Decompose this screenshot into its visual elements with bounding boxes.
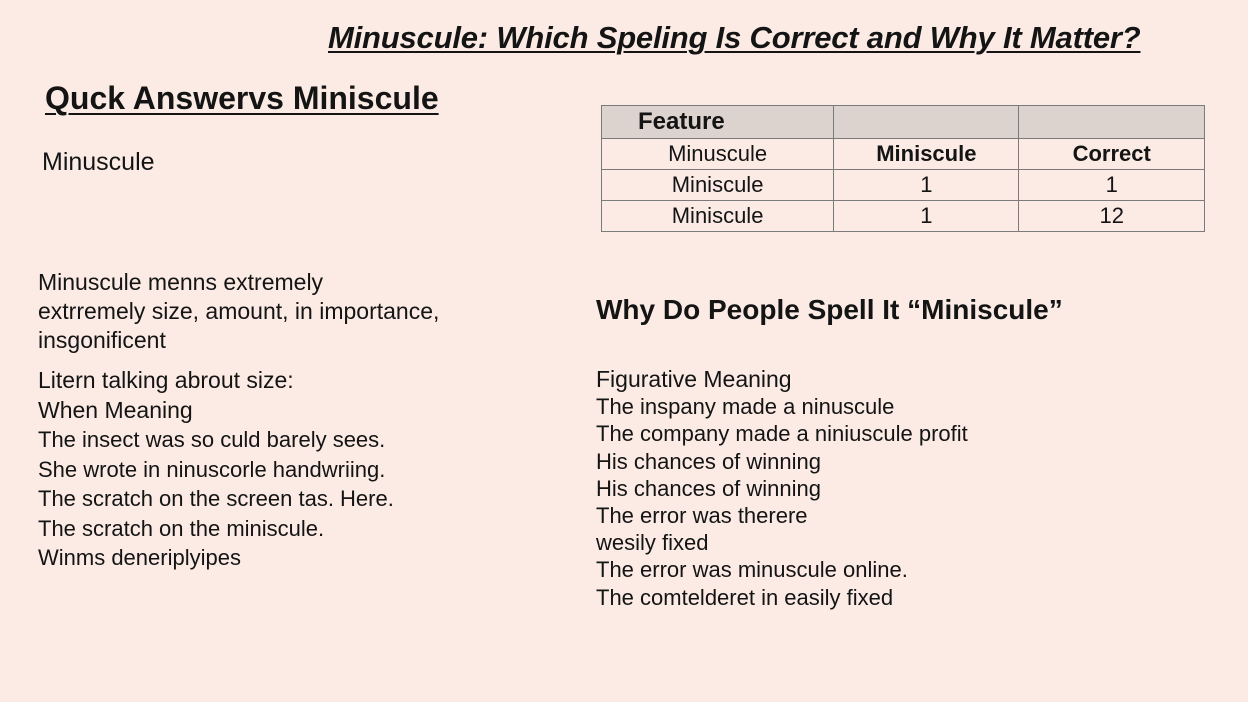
- definition-line: Minuscule menns extremely: [38, 269, 324, 295]
- table-cell: 1: [834, 201, 1019, 232]
- spelling-comparison-table: [601, 105, 1205, 232]
- definition-paragraph: [38, 268, 508, 355]
- table-cell: Miniscule: [834, 139, 1019, 170]
- table-cell: Correct: [1019, 139, 1205, 170]
- page-title: Minuscule: Which Speling Is Correct and Why It Matter?: [328, 20, 1141, 55]
- examples-line: When Meaning: [38, 396, 193, 423]
- figurative-line: His chances of winning: [596, 475, 822, 501]
- figurative-meaning-list: [596, 366, 968, 611]
- figurative-line: The comtelderet in easily fixed: [596, 584, 894, 610]
- table-cell: 1: [834, 170, 1019, 201]
- why-heading: Why Do People Spell It “Miniscule”: [596, 294, 1063, 325]
- figurative-line: The error was minuscule online.: [596, 557, 908, 583]
- examples-line: Winms deneriplyipes: [38, 545, 241, 570]
- examples-line: The scratch on the miniscule.: [38, 515, 325, 541]
- examples-line: She wrote in ninuscorle handwriing.: [38, 456, 386, 482]
- table-header-cell: [1019, 106, 1205, 139]
- table-cell: Minuscule: [602, 139, 834, 170]
- examples-list: [38, 366, 394, 573]
- figurative-line: His chances of winning: [596, 448, 822, 474]
- figurative-line: The inspany made a ninuscule: [596, 394, 895, 420]
- table-header-row: [602, 106, 1205, 139]
- figurative-line: Figurative Meaning: [596, 366, 792, 392]
- table-row: [602, 201, 1205, 232]
- table-header-cell: Feature: [602, 106, 834, 139]
- table-row: [602, 139, 1205, 170]
- table-cell: 1: [1019, 170, 1205, 201]
- examples-line: The insect was so culd barely sees.: [38, 427, 386, 452]
- examples-line: The scratch on the screen tas. Here.: [38, 486, 394, 511]
- definition-line: insgonificent: [38, 327, 166, 353]
- figurative-line: The error was therere: [596, 503, 808, 529]
- figurative-line: wesily fixed: [596, 530, 709, 556]
- table-cell: Miniscule: [602, 170, 834, 201]
- table-cell: 12: [1019, 201, 1205, 232]
- figurative-line: The company made a niniuscule profit: [596, 421, 968, 447]
- table-header-cell: [834, 106, 1019, 139]
- quick-answer-word: Minuscule: [42, 148, 155, 176]
- table-row: [602, 170, 1205, 201]
- definition-line: extrremely size, amount, in importance,: [38, 298, 440, 324]
- table-cell: Miniscule: [602, 201, 834, 232]
- quick-answer-heading: Quck Answervs Miniscule: [45, 80, 439, 116]
- examples-line: Litern talking abrout size:: [38, 367, 294, 393]
